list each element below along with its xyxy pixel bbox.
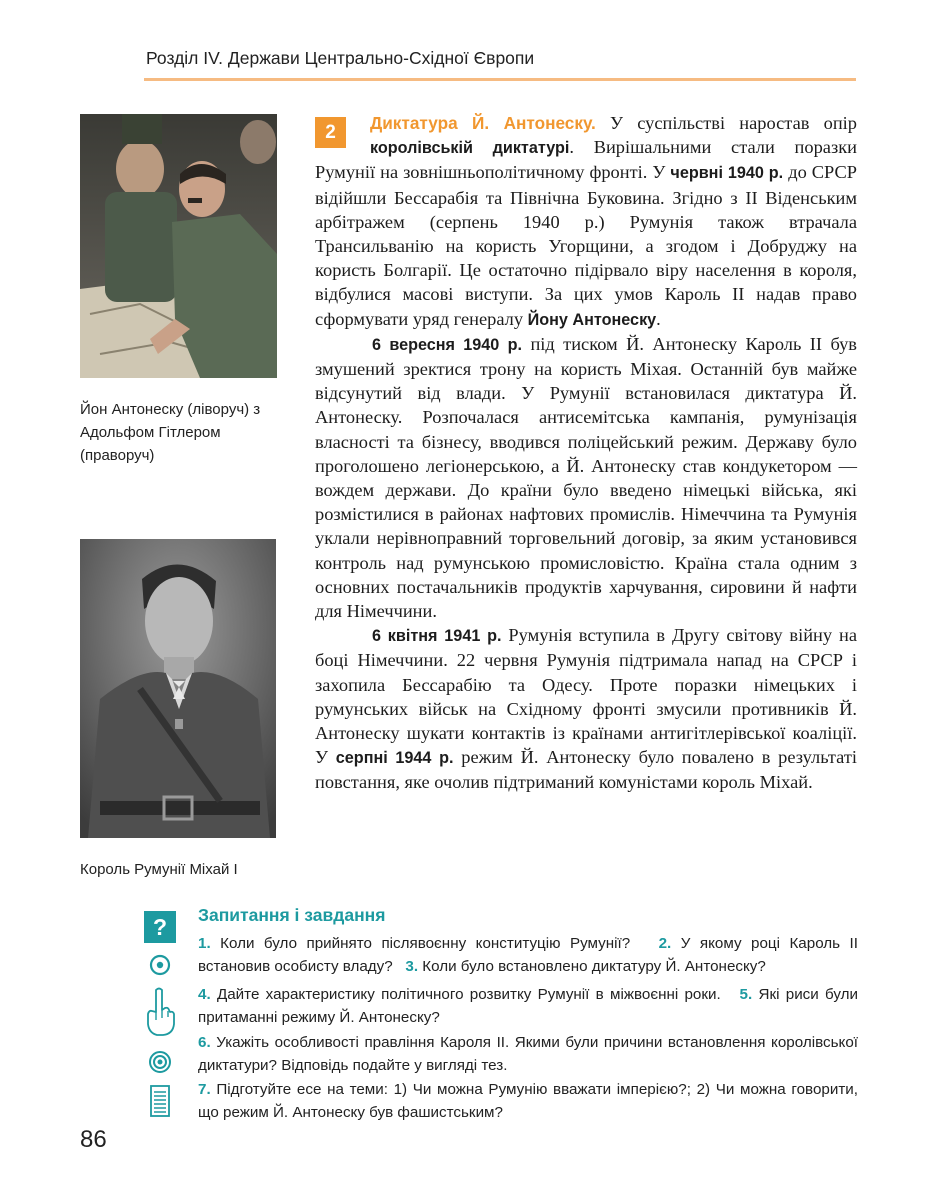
question-group — [198, 933, 858, 978]
text: під тиском Й. Антонеску Кароль II був змушений зректися трону на користь Міхая. Останній був майже відсунутий від влади. У Румунії встановилася диктатура Й. Антонеску. Розпочалася антисемітська кампанія, румунізація власності та бізнесу, вводився поліцейський режим. Державу було проголошено легіонерською, а Й. Антонеску став кондукетором — вождем держави. До країни було введено німецькі війська, які розмістилися в районах нафтових промислів. Німеччина та Румунія уклали нерівноправний торговельний договір, за яким установився контроль над румунською промисловістю. Країна стала одним з основних постачальників продуктів харчування, сировини й нафти для Німеччини. — [315, 333, 857, 622]
question-mark-icon: ? — [144, 911, 176, 943]
photo-caption: Йон Антонеску (ліворуч) з Адольфом Гітлером (праворуч) — [80, 401, 261, 464]
text: . Вирішальними стали поразки Румунії на зовнішньополітичному фронті. У — [315, 137, 857, 183]
article-body — [315, 111, 857, 795]
question-text: Укажіть особливості правління Кароля II. Якими були причини встановлення королівської диктатури? Відповідь подайте у вигляді тез. — [198, 1034, 858, 1074]
text: Румунія вступила в Другу світову війну на боці Німеччини. 22 червня Румунія підтримала напад на СРСР і захопила Бессарабію та Одесу. Проте поразки німецьких і румунських військ на Східному фронті змусили противників Й. Антонеску шукати контактів із країнами антигітлерівської коаліції. У — [315, 625, 857, 768]
question-number: 3. — [405, 957, 419, 975]
document-lines-icon — [143, 1084, 177, 1123]
bold-date: червні 1940 р. — [670, 164, 784, 183]
page-number: 86 — [80, 1126, 107, 1153]
question-number: 4. — [198, 986, 211, 1003]
question-number: 5. — [739, 986, 753, 1003]
text: У суспільстві наростав опір — [595, 113, 857, 133]
question-text: Дайте характеристику політичного розвитку Румунії в міжвоєнні роки. — [210, 986, 721, 1003]
question-text: Коли було встановлено диктатуру Й. Антонеску? — [418, 957, 766, 975]
photo-antonescu-hitler — [80, 114, 277, 378]
bold-date: серпні 1944 р. — [335, 749, 454, 768]
question-text: Які риси були притаманні режиму Й. Антонеску? — [198, 986, 858, 1026]
header-divider — [144, 78, 856, 81]
paragraph — [315, 111, 857, 332]
question-number: 7. — [198, 1081, 211, 1098]
bold-date: 6 квітня 1941 р. — [372, 627, 502, 646]
bold-term: королівській диктатурі — [370, 139, 570, 158]
photo-king-mihai — [80, 539, 276, 838]
question-text: У якому році Кароль II встановив особисту владу? — [198, 935, 858, 975]
section-title: Диктатура Й. Антонеску. — [370, 113, 596, 133]
page-header-title: Розділ IV. Держави Центрально-Східної Європи — [146, 48, 535, 68]
concentric-circles-icon — [143, 1048, 177, 1081]
question-group — [198, 984, 858, 1029]
paragraph — [315, 623, 857, 794]
question-number: 6. — [198, 1034, 211, 1051]
target-icon — [143, 952, 177, 983]
bold-date: 6 вересня 1940 р. — [372, 335, 523, 354]
bold-term: Йону Антонеску — [527, 310, 657, 329]
questions-heading: Запитання і завдання — [198, 905, 386, 925]
text: . — [656, 308, 661, 329]
hand-pointing-icon — [143, 986, 177, 1043]
question-text: Коли було прийнято післявоєнну конституцію Румунії? — [210, 935, 631, 952]
section-number-badge: 2 — [315, 117, 346, 148]
question-group — [198, 1032, 858, 1077]
text: режим Й. Антонеску було повалено в результаті повстання, яке очолив підтриманий комуністами король Міхай. — [315, 747, 857, 793]
question-number: 2. — [658, 935, 672, 952]
question-number: 1. — [198, 935, 211, 952]
paragraph — [315, 332, 857, 623]
question-text: Підготуйте есе на теми: 1) Чи можна Румунію вважати імперією?; 2) Чи можна говорити, що режим Й. Антонеску був фашистським? — [198, 1081, 858, 1121]
photo-caption: Король Румунії Міхай I — [80, 861, 238, 878]
text: до СРСР відійшли Бессарабія та Північна Буковина. Згідно з II Віденським арбітражем (серпень 1940 р.) Румунія також втрачала Трансильванію на користь Угорщини, а згодом і Добруджу на користь Болгарії. Це остаточно підірвало віру населення в короля, відбулися масові виступи. За цих умов Кароль II надав право сформувати уряд генералу — [315, 162, 857, 329]
question-group — [198, 1079, 858, 1124]
